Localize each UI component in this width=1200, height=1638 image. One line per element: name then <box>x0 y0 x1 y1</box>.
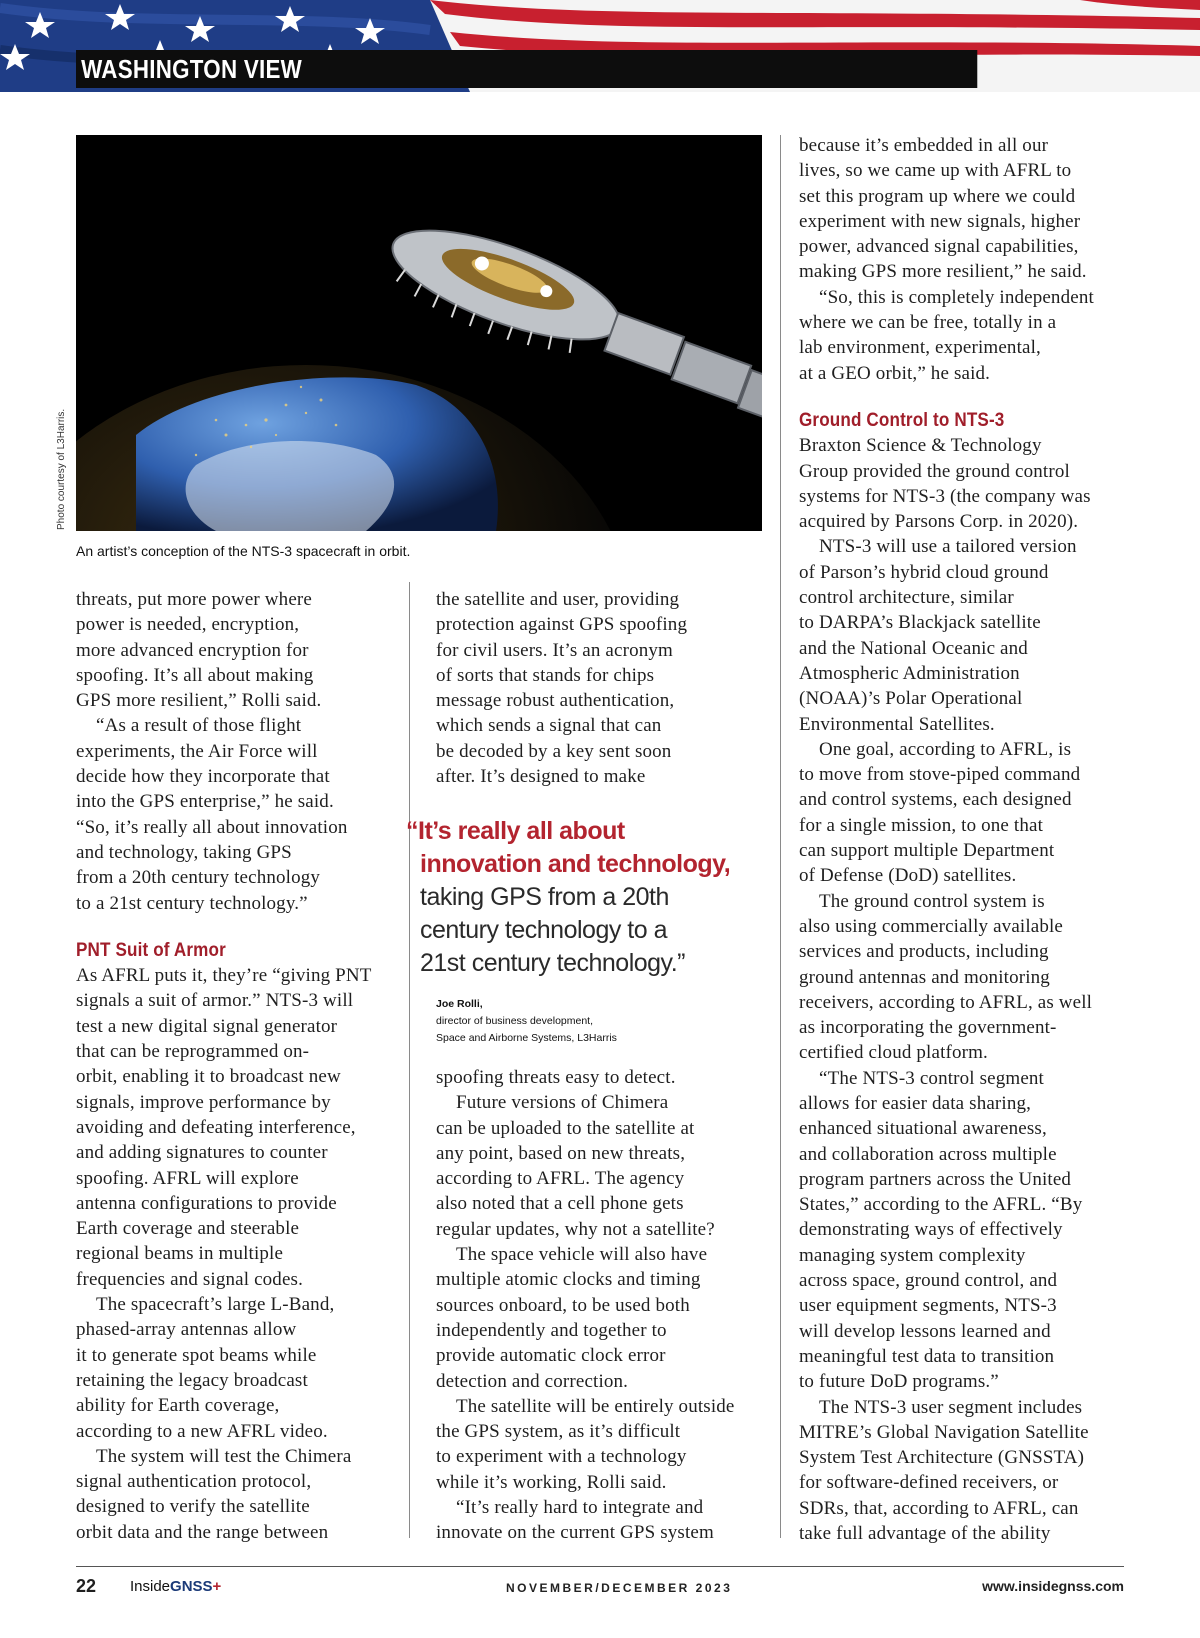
text-line: into the GPS enterprise,” he said. <box>76 791 334 813</box>
text-line: decide how they incorporate that <box>76 766 330 788</box>
text-line: after. It’s designed to make <box>436 766 646 788</box>
text-line: that can be reprogrammed on- <box>76 1041 310 1063</box>
text-line: because it’s embedded in all our <box>799 135 1049 156</box>
text-line: The space vehicle will also have <box>456 1244 708 1266</box>
text-line: Atmospheric Administration <box>799 662 1020 684</box>
text-line: managing system complexity <box>799 1244 1026 1266</box>
column-3 <box>799 133 1094 1546</box>
text-line: control architecture, similar <box>799 587 1014 609</box>
text-line: Braxton Science & Technology <box>799 435 1042 457</box>
text-line: according to AFRL. The agency <box>436 1168 685 1190</box>
column-divider <box>780 135 781 1538</box>
text-line: Future versions of Chimera <box>456 1092 669 1114</box>
issue-date: NOVEMBER/DECEMBER 2023 <box>506 1581 733 1595</box>
text-line: message robust authentication, <box>436 690 675 712</box>
text-line: systems for NTS-3 (the company was <box>799 485 1091 507</box>
text-line: and control systems, each designed <box>799 789 1072 811</box>
text-line: test a new digital signal generator <box>76 1015 338 1037</box>
text-line: ground antennas and monitoring <box>799 966 1050 988</box>
text-line: multiple atomic clocks and timing <box>436 1269 701 1291</box>
text-line: also using commercially available <box>799 915 1064 937</box>
text-line: signals a suit of armor.” NTS-3 will <box>76 990 354 1012</box>
text-line: orbit data and the range between <box>76 1521 329 1543</box>
text-line: Earth coverage and steerable <box>76 1218 300 1240</box>
text-line: certified cloud platform. <box>799 1042 988 1064</box>
text-line: program partners across the United <box>799 1168 1072 1190</box>
pull-quote-line: century technology to a <box>420 916 667 944</box>
text-line: Group provided the ground control <box>799 460 1070 482</box>
text-line: and collaboration across multiple <box>799 1143 1057 1165</box>
text-line: be decoded by a key sent soon <box>436 740 672 762</box>
text-line: experiment with new signals, higher <box>799 210 1081 232</box>
photo-credit: Photo courtesy of L3Harris. <box>56 408 67 530</box>
section-header <box>76 50 977 88</box>
text-line: detection and correction. <box>436 1370 629 1392</box>
text-line: of Defense (DoD) satellites. <box>799 865 1017 887</box>
text-line: to DARPA’s Blackjack satellite <box>799 612 1041 634</box>
text-line: lab environment, experimental, <box>799 337 1041 359</box>
text-line: acquired by Parsons Corp. in 2020). <box>799 511 1079 533</box>
text-line: where we can be free, totally in a <box>799 312 1057 334</box>
text-line: to a 21st century technology.” <box>76 892 308 914</box>
section-heading-ground-control: Ground Control to NTS-3 <box>799 409 1005 431</box>
pull-quote-attribution <box>436 996 617 1047</box>
text-line: System Test Architecture (GNSSTA) <box>799 1447 1085 1469</box>
text-line: can be uploaded to the satellite at <box>436 1117 695 1139</box>
text-line: spoofing. It’s all about making <box>76 664 314 686</box>
text-line: spoofing. AFRL will explore <box>76 1167 299 1189</box>
text-line: allows for easier data sharing, <box>799 1092 1032 1114</box>
text-line: As AFRL puts it, they’re “giving PNT <box>76 965 372 987</box>
text-line: States,” according to the AFRL. “By <box>799 1194 1083 1216</box>
text-line: for software-defined receivers, or <box>799 1472 1059 1494</box>
text-line: as incorporating the government- <box>799 1017 1057 1039</box>
column-1 <box>76 587 372 1545</box>
logo-prefix: Inside <box>130 1578 171 1595</box>
text-line: threats, put more power where <box>76 589 312 610</box>
text-line: orbit, enabling it to broadcast new <box>76 1066 341 1088</box>
pull-quote <box>406 815 760 980</box>
text-line: power is needed, encryption, <box>76 614 300 636</box>
satellite-photo <box>76 135 762 531</box>
text-line: NTS-3 will use a tailored version <box>819 536 1077 558</box>
text-line: across space, ground control, and <box>799 1270 1058 1292</box>
text-line: lives, so we came up with AFRL to <box>799 160 1072 182</box>
text-line: regular updates, why not a satellite? <box>436 1218 715 1240</box>
text-line: ability for Earth coverage, <box>76 1395 280 1417</box>
text-line: provide automatic clock error <box>436 1345 666 1367</box>
text-line: enhanced situational awareness, <box>799 1118 1047 1140</box>
text-line: take full advantage of the ability <box>799 1523 1051 1545</box>
logo-plus: + <box>212 1578 222 1595</box>
text-line: demonstrating ways of effectively <box>799 1219 1063 1241</box>
text-line: “So, this is completely independent <box>819 286 1094 308</box>
pull-quote-line: taking GPS from a 20th <box>420 883 669 911</box>
text-line: user equipment segments, NTS-3 <box>799 1295 1057 1317</box>
text-line: designed to verify the satellite <box>76 1496 310 1518</box>
text-line: The NTS-3 user segment includes <box>819 1396 1083 1418</box>
text-line: meaningful test data to transition <box>799 1345 1055 1367</box>
text-line: “The NTS-3 control segment <box>819 1067 1044 1089</box>
column-2-bottom <box>436 1065 734 1546</box>
text-line: One goal, according to AFRL, is <box>819 738 1072 760</box>
text-line: avoiding and defeating interference, <box>76 1116 356 1138</box>
text-line: sources onboard, to be used both <box>436 1294 690 1316</box>
column-divider <box>409 582 410 1538</box>
text-line: spoofing threats easy to detect. <box>436 1067 676 1088</box>
text-line: MITRE’s Global Navigation Satellite <box>799 1421 1089 1443</box>
text-line: the GPS system, as it’s difficult <box>436 1421 681 1443</box>
text-line: protection against GPS spoofing <box>436 614 688 636</box>
footer-divider <box>76 1566 1124 1567</box>
text-line: according to a new AFRL video. <box>76 1420 328 1442</box>
text-line: and adding signatures to counter <box>76 1142 328 1164</box>
text-line: at a GEO orbit,” he said. <box>799 362 991 384</box>
magazine-logo <box>130 1578 221 1595</box>
text-line: The spacecraft’s large L-Band, <box>96 1294 335 1316</box>
text-line: and technology, taking GPS <box>76 841 292 863</box>
website-link[interactable]: www.insidegnss.com <box>982 1578 1124 1594</box>
text-line: GPS more resilient,” Rolli said. <box>76 690 322 712</box>
text-line: innovate on the current GPS system <box>436 1522 714 1544</box>
pull-quote-line: “It’s really all about <box>406 817 625 845</box>
text-line: The satellite will be entirely outside <box>456 1395 735 1417</box>
text-line: more advanced encryption for <box>76 639 309 661</box>
text-line: signal authentication protocol, <box>76 1471 312 1493</box>
page-number: 22 <box>76 1576 97 1596</box>
text-line: from a 20th century technology <box>76 867 321 889</box>
text-line: Environmental Satellites. <box>799 713 995 735</box>
text-line: of sorts that stands for chips <box>436 664 655 686</box>
text-line: the satellite and user, providing <box>436 589 680 610</box>
text-line: independently and together to <box>436 1319 667 1341</box>
text-line: for a single mission, to one that <box>799 814 1043 836</box>
attribution-name: Joe Rolli, <box>436 998 483 1010</box>
text-line: experiments, the Air Force will <box>76 740 318 762</box>
text-line: “So, it’s really all about innovation <box>76 816 348 838</box>
section-heading-pnt-suit-of-armor: PNT Suit of Armor <box>76 939 226 961</box>
text-line: set this program up where we could <box>799 185 1076 207</box>
figure-caption: An artist’s conception of the NTS-3 spacecraft in orbit. <box>76 543 411 559</box>
text-line: services and products, including <box>799 941 1049 963</box>
text-line: “As a result of those flight <box>96 715 302 737</box>
text-line: receivers, according to AFRL, as well <box>799 991 1093 1013</box>
text-line: of Parson’s hybrid cloud ground <box>799 561 1049 583</box>
text-line: antenna configurations to provide <box>76 1192 337 1214</box>
section-title: WASHINGTON VIEW <box>81 54 303 84</box>
text-line: which sends a signal that can <box>436 715 662 737</box>
text-line: (NOAA)’s Polar Operational <box>799 688 1023 710</box>
text-line: and the National Oceanic and <box>799 637 1028 659</box>
attribution-title: director of business development, <box>436 1015 594 1027</box>
attribution-org: Space and Airborne Systems, L3Harris <box>436 1032 617 1044</box>
text-line: “It’s really hard to integrate and <box>456 1497 704 1519</box>
text-line: frequencies and signal codes. <box>76 1268 303 1290</box>
text-line: to future DoD programs.” <box>799 1371 999 1393</box>
text-line: also noted that a cell phone gets <box>436 1193 684 1215</box>
text-line: making GPS more resilient,” he said. <box>799 261 1087 283</box>
column-2-top <box>436 587 687 789</box>
text-line: phased-array antennas allow <box>76 1319 297 1341</box>
text-line: for civil users. It’s an acronym <box>436 639 673 661</box>
text-line: power, advanced signal capabilities, <box>799 236 1079 258</box>
text-line: retaining the legacy broadcast <box>76 1369 308 1391</box>
nts3-spacecraft-illustration <box>76 135 762 531</box>
pull-quote-line: innovation and technology, <box>420 850 731 878</box>
text-line: will develop lessons learned and <box>799 1320 1051 1342</box>
text-line: it to generate spot beams while <box>76 1344 317 1366</box>
text-line: signals, improve performance by <box>76 1091 331 1113</box>
text-line: to move from stove-piped command <box>799 764 1081 786</box>
logo-main: GNSS <box>170 1578 213 1595</box>
text-line: The system will test the Chimera <box>96 1445 352 1467</box>
text-line: SDRs, that, according to AFRL, can <box>799 1497 1079 1519</box>
text-line: can support multiple Department <box>799 840 1055 862</box>
text-line: regional beams in multiple <box>76 1243 284 1265</box>
text-line: The ground control system is <box>819 890 1045 912</box>
text-line: while it’s working, Rolli said. <box>436 1471 667 1493</box>
pull-quote-line: 21st century technology.” <box>420 949 685 977</box>
text-line: any point, based on new threats, <box>436 1142 686 1164</box>
text-line: to experiment with a technology <box>436 1446 687 1468</box>
